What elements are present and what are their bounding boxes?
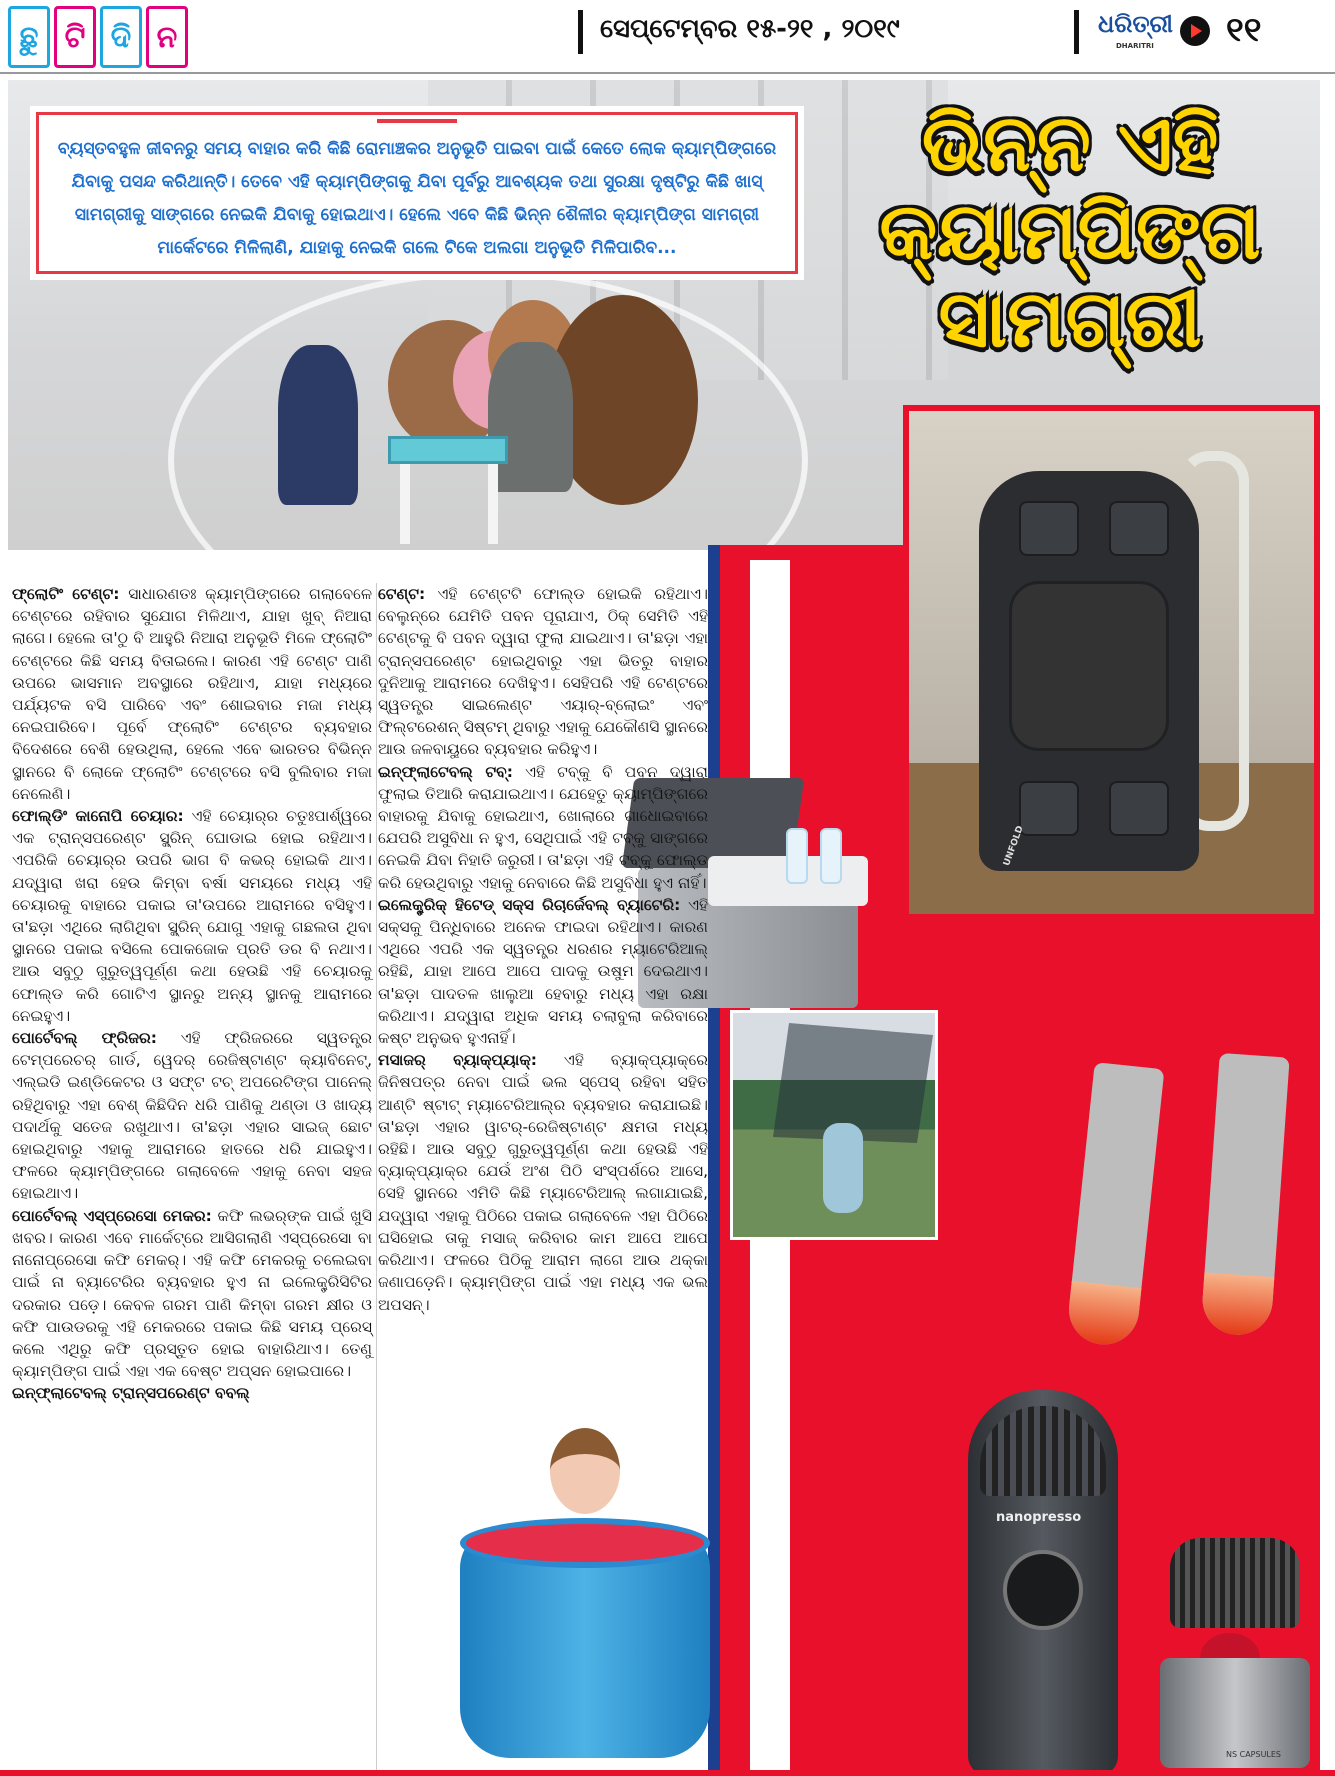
footer-rule (0, 1770, 1335, 1776)
section-bubble-tent (378, 583, 708, 761)
person (488, 342, 573, 492)
header-divider (578, 10, 583, 54)
backpack-shell (1009, 581, 1169, 751)
tub-rim (460, 1518, 710, 1568)
masthead-letter: ନ (146, 6, 188, 68)
section-heading: ଫୋଲ୍ଡିଂ କାନୋପି ଚେୟାର: (12, 807, 184, 826)
masthead-letter: ଟି (54, 6, 96, 68)
section-massager-backpack (378, 1049, 708, 1315)
header-rule (0, 72, 1335, 74)
section-heading: ଇଲେକ୍ଟ୍ରିକ୍ ହିଟେଡ୍ ସକ୍ସ ରିଚାର୍ଜେବଲ୍ ବ୍ୟାଟେରି: (378, 895, 681, 914)
sock-heat (1200, 1272, 1274, 1337)
heated-socks-photo (1040, 1045, 1320, 1375)
intro-box (36, 112, 798, 274)
title-line-2: କ୍ୟାମ୍ପିଙ୍ଗ (879, 187, 1261, 277)
section-heading: ଇନ୍‌ଫ୍ଲାଟେବଲ୍ ଟ୍ରାନ୍ସପରେଣ୍ଟ ବବଲ୍ (12, 1384, 250, 1403)
section-heading: ପୋର୍ଟେବଲ୍ ଏସ୍‌ପ୍ରେସୋ ମେକର: (12, 1206, 212, 1225)
game-table (388, 436, 508, 464)
intro-text: ବ୍ୟସ୍ତବହୁଳ ଜୀବନରୁ ସମୟ ବାହାର କରି କିଛି ରୋମାଞ୍ଚକର ଅନୁଭୂତି ପାଇବା ପାଇଁ କେତେ ଲୋକ କ୍ୟାମ୍ପିଙ୍ଗରେ ଯିବାକୁ ପସନ୍ଦ କରିଥାନ୍ତି। ତେବେ ଏହି କ୍ୟାମ୍ପିଙ୍ଗକୁ ଯିବା ପୂର୍ବରୁ ଆବଶ୍ୟକ ତଥା ସୁରକ୍ଷା ଦୃଷ୍ଟିରୁ କିଛି ଖାସ୍ ସାମଗ୍ରୀକୁ ସାଙ୍ଗରେ ନେଇକି ଯିବାକୁ ହୋଇଥାଏ। ହେଲେ ଏବେ କିଛି ଭିନ୍ନ ଶୈଳୀର କ୍ୟାମ୍ପିଙ୍ଗ ସାମଗ୍ରୀ ମାର୍କେଟରେ ମିଳିଲାଣି, ଯାହାକୁ ନେଇକି ଗଲେ ଟିକେ ଅଲଗା ଅନୁଭୂତି ମିଳିପାରିବ... (57, 139, 777, 258)
section-heading: ଟେଣ୍ଟ: (378, 585, 426, 603)
play-icon (1180, 16, 1210, 46)
espresso-maker-photo (948, 1360, 1148, 1776)
section-heated-socks (378, 894, 708, 1049)
section-heading: ମସାଜର୍ ବ୍ୟାକ୍‌ପ୍ୟାକ୍: (378, 1051, 537, 1070)
article-title (820, 100, 1320, 364)
inflatable-tub-photo (460, 1408, 740, 1768)
section-body: ଏହି ସକ୍ସକୁ ପିନ୍ଧିବାରେ ଅନେକ ଫାଇଦା ରହିଥାଏ। କାରଣ ଏଥିରେ ଏପରି ଏକ ସ୍ୱତନ୍ତ୍ର ଧରଣର ମ୍ୟାଟେରିଆଲ୍ ରହିଛି, ଯାହା ଆପେ ଆପେ ପାଦକୁ ଉଷୁମ ଦେଇଥାଏ। ତା'ଛଡ଼ା ପାଦତଳ ଖାଲୁଆ ହେବାରୁ ମଧ୍ୟ ଏହା ରକ୍ଷା କରିଥାଏ। ଯଦ୍ୱାରା ଅଧିକ ସମୟ ଚଲାବୁଲା କରିବାରେ କଷ୍ଟ ଅନୁଭବ ହୁଏନାହିଁ। (378, 895, 708, 1048)
page-number: ୧୧ (1226, 10, 1262, 50)
sock (1066, 1062, 1165, 1348)
section-floating-tent (12, 583, 372, 805)
person (278, 345, 358, 505)
masthead-letter: ଦି (100, 6, 142, 68)
backpack-label: UNFOLD (1002, 824, 1026, 868)
section-inflatable-tub (378, 761, 708, 894)
backpack-pad (1109, 781, 1169, 836)
section-body: ଏହି ବ୍ୟାକ୍‌ପ୍ୟାକ୍‌ରେ ଜିନିଷପତ୍ର ନେବା ପାଇଁ ଭଲ ସ୍ପେସ୍ ରହିବା ସହିତ ଆଣ୍ଟି ଷ୍ଟାଟ୍ ମ୍ୟାଟେରିଆଲ୍‌ର ବ୍ୟବହାର କରାଯାଇଛି। ତା'ଛଡ଼ା ଏହାର ୱାଟର୍-ରେଜିଷ୍ଟାଣ୍ଟ କ୍ଷମତା ମଧ୍ୟ ରହିଛି। ଆଉ ସବୁଠୁ ଗୁରୁତ୍ୱପୂର୍ଣ୍ଣ କଥା ହେଉଛି ଏହି ବ୍ୟାକ୍‌ପ୍ୟାକ୍‌ର ଯେଉଁ ଅଂଶ ପିଠି ସଂସ୍ପର୍ଶରେ ଆସେ, ସେହି ସ୍ଥାନରେ ଏମିତି କିଛି ମ୍ୟାଟେରିଆଲ୍ ଲଗାଯାଇଛି, ଯଦ୍ୱାରା ଏହାକୁ ପିଠିରେ ପକାଇ ଗଲାବେଳେ ଏହା ପିଠିରେ ଘସିହୋଇ ତାକୁ ମସାଜ୍ କରିବାର କାମ ଆପେ ଆପେ କରିଥାଏ। ଫଳରେ ପିଠିକୁ ଆରାମ ଲାଗେ ଆଉ ଥକ୍କା ଜଣାପଡ଼େନି। କ୍ୟାମ୍ପିଙ୍ଗ ପାଇଁ ଏହା ମଧ୍ୟ ଏକ ଭଲ ଅପସନ୍। (378, 1051, 708, 1314)
section-body: ଏହି ଟବ୍‌କୁ ବି ପବନ ଦ୍ୱାରା ଫୁଲାଇ ତିଆରି କରାଯାଇଥାଏ। ଯେହେତୁ କ୍ୟାମ୍ପିଙ୍ଗରେ ବାହାରକୁ ଯିବାକୁ ହୋଇଥାଏ, ଖୋଲାରେ ଗାଧୋଇବାରେ ଯେପରି ଅସୁବିଧା ନ ହୁଏ, ସେଥିପାଇଁ ଏହି ଟବ୍‌କୁ ସାଙ୍ଗରେ ନେଇକି ଯିବା ନିହାତି ଜରୁରୀ। ତା'ଛଡ଼ା ଏହି ଟବ୍‌କୁ ଫୋଲ୍ଡ କରି ହେଉଥିବାରୁ ଏହାକୁ ନେବାରେ କିଛି ଅସୁବିଧା ହୁଏ ନାହିଁ। (378, 762, 708, 892)
backpack-pad (1109, 501, 1169, 556)
espresso-brand: nanopresso (996, 1510, 1082, 1525)
text-column-2 (378, 583, 708, 1316)
tub-person (550, 1428, 620, 1514)
section-heading: ପୋର୍ଟେବଲ୍ ଫ୍ରିଜର: (12, 1029, 157, 1048)
section-portable-fridge (12, 1027, 372, 1205)
capsule-adapter-photo (1150, 1538, 1320, 1776)
section-body: ଏହି ଫ୍ରିଜରରେ ସ୍ୱତନ୍ତ୍ର ଟେମ୍ପରେଚର୍ ଗାର୍ଡ, ୱେଦର୍ ରେଜିଷ୍ଟାଣ୍ଟ କ୍ୟାବିନେଟ୍, ଏଲ୍‌ଇଡି ଇଣ୍ଡିକେଟର ଓ ସଫ୍ଟ ଟଚ୍ ଅପରେଟିଙ୍ଗ ପାନେଲ୍ ରହିଥିବାରୁ ଏହା ବେଶ୍ କିଛିଦିନ ଧରି ପାଣିକୁ ଥଣ୍ଡା ଓ ଖାଦ୍ୟ ପଦାର୍ଥକୁ ସତେଜ ରଖୁଥାଏ। ତା'ଛଡ଼ା ଏହାର ସାଇଜ୍ ଛୋଟ ହୋଇଥିବାରୁ ଏହାକୁ ଆରାମରେ ହାତରେ ଧରି ଯାଇହୁଏ। ଫଳରେ କ୍ୟାମ୍ପିଙ୍ଗରେ ଗଲାବେଳେ ଏହାକୁ ନେବା ସହଜ ହୋଇଥାଏ। (12, 1029, 372, 1203)
column-divider (376, 583, 377, 1773)
backpack-pad (1019, 501, 1079, 556)
section-heading: ଫ୍ଲୋଟିଂ ଟେଣ୍ଟ: (12, 585, 120, 603)
water-bottle (786, 828, 808, 884)
text-column-1 (12, 583, 372, 1405)
section-body: ଏହି ଚେୟାର୍‌ର ଚତୁଃପାର୍ଶ୍ୱରେ ଏକ ଟ୍ରାନ୍ସପରେଣ୍ଟ ସ୍କ୍ରିନ୍ ଘୋଡାଇ ହୋଇ ରହିଥାଏ। ଏପରିକି ଚେୟାର୍‌ର ଉପରି ଭାଗ ବି କଭର୍ ହୋଇକି ଥାଏ। ଯଦ୍ୱାରା ଖରା ହେଉ କିମ୍ବା ବର୍ଷା ସମୟରେ ମଧ୍ୟ ଏହି ଚେୟାରକୁ ବାହାରେ ପକାଇ ତା'ଉପରେ ଆରାମରେ ବସିହୁଏ। ତା'ଛଡ଼ା ଏଥିରେ ଲାଗିଥିବା ସ୍କ୍ରିନ୍ ଯୋଗୁ ଏହାକୁ ଗଛଲତା ଥିବା ସ୍ଥାନରେ ପକାଇ ବସିଲେ ପୋକଜୋକ ପ୍ରତି ଡର ବି ନଥାଏ। ଆଉ ସବୁଠୁ ଗୁରୁତ୍ୱପୂର୍ଣ୍ଣ କଥା ହେଉଛି ଏହି ଚେୟାରକୁ ଫୋଲ୍ଡ କରି ଗୋଟିଏ ସ୍ଥାନରୁ ଅନ୍ୟ ସ୍ଥାନକୁ ଆରାମରେ ନେଇହୁଏ। (12, 807, 372, 1025)
table-leg (400, 464, 410, 544)
capsule-label: NS CAPSULES (1226, 1750, 1282, 1759)
issue-date: ସେପ୍ଟେମ୍ବର ୧୫-୨୧ , ୨୦୧୯ (600, 14, 900, 44)
table-leg (488, 464, 498, 544)
brand-small: DHARITRI (1116, 42, 1154, 50)
espresso-dial (1003, 1550, 1083, 1630)
brand-name: ଧରିତ୍ରୀ (1098, 10, 1173, 38)
capsule-top (1170, 1538, 1300, 1628)
chair-person (823, 1123, 863, 1213)
masthead-letter: ଛୁ (8, 6, 50, 68)
brand-logo (1098, 10, 1172, 52)
intro-accent (377, 119, 457, 123)
section-body: କଫି ଲଭର୍‌ଙ୍କ ପାଇଁ ଖୁସି ଖବର। କାରଣ ଏବେ ମାର୍କେଟ୍‌ରେ ଆସିଗଲାଣି ଏସ୍‌ପ୍ରେସୋ ବା ନାନୋପ୍ରେସୋ କଫି ମେକର୍। ଏହି କଫି ମେକରକୁ ଚଲେଇବା ପାଇଁ ନା ବ୍ୟାଟେରିର ବ୍ୟବହାର ହୁଏ ନା ଇଲେକ୍ଟ୍ରିସିଟିର ଦରକାର ପଡ଼େ। କେବଳ ଗରମ ପାଣି କିମ୍ବା ଗରମ କ୍ଷୀର ଓ କଫି ପାଉଡରକୁ ଏହି ମେକରରେ ପକାଇ କିଛି ସମୟ ପ୍ରେସ୍ କଲେ ଏଥିରୁ କଫି ପ୍ରସ୍ତୁତ ହୋଇ ବାହାରିଥାଏ। ତେଣୁ କ୍ୟାମ୍ପିଙ୍ଗ ପାଇଁ ଏହା ଏକ ବେଷ୍ଟ ଅପ୍ସନ ହୋଇପାରେ। (12, 1206, 372, 1381)
section-espresso-maker (12, 1205, 372, 1383)
header-divider (1074, 10, 1079, 54)
water-bottle (820, 828, 842, 884)
title-line-3: ସାମଗ୍ରୀ (938, 275, 1202, 365)
sock (1200, 1053, 1289, 1337)
sock-heat (1066, 1281, 1142, 1348)
section-bubble-tent-start (12, 1382, 372, 1404)
backpack-photo (903, 405, 1320, 920)
section-body: ସାଧାରଣତଃ କ୍ୟାମ୍ପିଙ୍ଗରେ ଗଲାବେଳେ ଟେଣ୍ଟରେ ରହିବାର ସୁଯୋଗ ମିଳିଥାଏ, ଯାହା ଖୁବ୍ ନିଆରା ଲାଗେ। ହେଲେ ତା'ଠୁ ବି ଆହୁରି ନିଆରା ଅନୁଭୂତି ମିଳେ ଫ୍ଲୋଟିଂ ଟେଣ୍ଟରେ କିଛି ସମୟ ବିତାଇଲେ। କାରଣ ଏହି ଟେଣ୍ଟ ପାଣି ଉପରେ ଭାସମାନ ଅବସ୍ଥାରେ ରହିଥାଏ, ଯାହା ମଧ୍ୟରେ ପର୍ଯ୍ୟଟକ ବସି ପାରିବେ ଏବଂ ଶୋଇବାର ମଜା ମଧ୍ୟ ନେଇପାରିବେ। ପୂର୍ବେ ଫ୍ଲୋଟିଂ ଟେଣ୍ଟର ବ୍ୟବହାର ବିଦେଶରେ ବେଶି ହେଉଥିଲା, ହେଲେ ଏବେ ଭାରତର ବିଭିନ୍ନ ସ୍ଥାନରେ ବି ଲୋକେ ଫ୍ଲୋଟିଂ ଟେଣ୍ଟରେ ବସି ବୁଲିବାର ମଜା ନେଲେଣି। (12, 585, 373, 803)
section-canopy-chair (12, 805, 372, 1027)
masthead (8, 6, 188, 68)
backpack-pad (1019, 781, 1079, 836)
title-line-1: ଭିନ୍ନ ଏହି (921, 99, 1219, 189)
section-heading: ଇନ୍‌ଫ୍ଲାଟେବଲ୍ ଟବ୍: (378, 762, 513, 781)
canopy-chair-photo (730, 1010, 938, 1240)
section-body: ଏହି ଟେଣ୍ଟଟି ଫୋଲ୍ଡ ହୋଇକି ରହିଥାଏ। ବେଲୁନ୍‌ରେ ଯେମିତି ପବନ ପୂରାଯାଏ, ଠିକ୍ ସେମିତି ଏହି ଟେଣ୍ଟକୁ ବି ପବନ ଦ୍ୱାରା ଫୁଲା ଯାଇଥାଏ। ତା'ଛଡ଼ା ଏହା ଟ୍ରାନ୍ସପରେଣ୍ଟ ହୋଇଥିବାରୁ ଏହା ଭିତରୁ ବାହାର ଦୁନିଆକୁ ଆରାମରେ ଦେଖିହୁଏ। ସେହିପରି ଏହି ଟେଣ୍ଟରେ ସ୍ୱତନ୍ତ୍ର ସାଇଲେଣ୍ଟ ଏୟାର୍-ବ୍ଲୋଇଂ ଏବଂ ଫିଲ୍ଟରେଶନ୍ ସିଷ୍ଟମ୍ ଥିବାରୁ ଏହାକୁ ଯେକୌଣସି ସ୍ଥାନରେ ଆଉ ଜଳବାୟୁରେ ବ୍ୟବହାର କରିହୁଏ। (378, 585, 708, 759)
